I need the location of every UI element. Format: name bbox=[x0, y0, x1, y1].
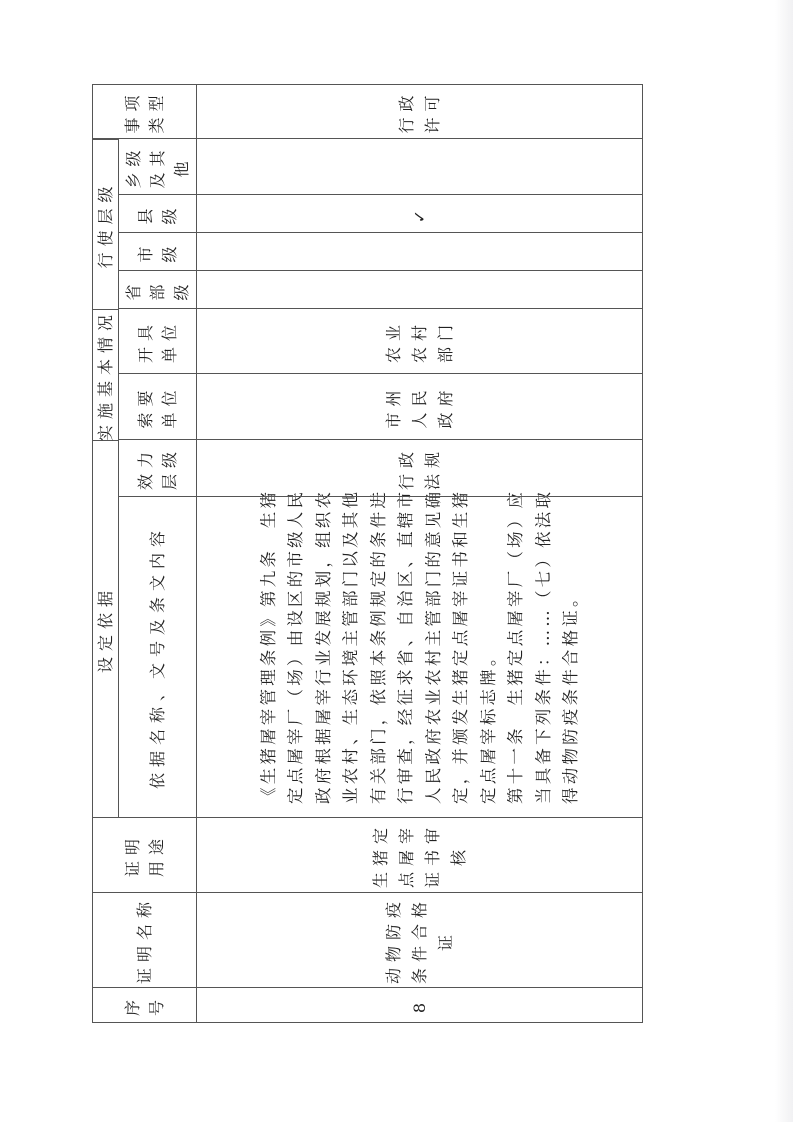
cell-basis-content-line: 定点屠宰标志牌。 bbox=[478, 646, 498, 804]
cell-cert-name-line: 证 bbox=[435, 929, 455, 952]
cell-seq-line: 8 bbox=[409, 996, 429, 1014]
header-cert-use-line: 证明 bbox=[122, 833, 142, 878]
header-cert-use bbox=[92, 817, 197, 893]
header-cert-use-line: 用途 bbox=[146, 833, 166, 878]
header-legal-level bbox=[118, 439, 197, 497]
cell-township bbox=[196, 138, 643, 195]
cell-basis-content-line: 《生猪屠宰管理条例》第九条 生猪 bbox=[258, 488, 278, 804]
cell-cert-use-line: 点屠宰 bbox=[396, 822, 416, 889]
cell-basis-content-line: 有关部门，依照本条例规定的条件进 bbox=[368, 488, 388, 804]
header-basis-content-line: 依据名称、文号及条文内容 bbox=[147, 525, 167, 790]
cell-basis-content-line: 当具备下列条件：……（七）依法取 bbox=[533, 488, 553, 804]
header-level-group: 行使层级 bbox=[92, 139, 119, 310]
header-cert-name bbox=[92, 892, 197, 988]
cell-cert-name-line: 条件合格 bbox=[409, 896, 429, 985]
cell-basis-content-line: 政府根据屠宰行业发展规划，组织农 bbox=[313, 488, 333, 804]
cell-province bbox=[196, 270, 643, 309]
cell-legal-level-line: 行政 bbox=[396, 446, 416, 491]
cell-basis-content-line: 定，并颁发生猪定点屠宰证书和生猪 bbox=[451, 488, 470, 804]
header-item-type-line: 事项 bbox=[122, 89, 142, 134]
scan-edge-shadow bbox=[775, 0, 793, 1122]
header-issue-unit-line: 单位 bbox=[159, 319, 179, 364]
cell-basis-content-line: 业农村、生态环境主管部门以及其他 bbox=[341, 488, 360, 804]
cell-cert-name-line: 动物防疫 bbox=[383, 896, 403, 985]
cell-basis-content-line: 定点屠宰厂（场）由设区的市级人民 bbox=[286, 488, 305, 804]
header-legal-level-line: 效力 bbox=[135, 446, 155, 491]
cell-basis-content-line: 得动物防疫条件合格证。 bbox=[561, 587, 580, 804]
cell-item-type bbox=[196, 84, 643, 139]
header-township-line: 乡级 bbox=[123, 144, 143, 189]
header-seq-line: 号 bbox=[146, 994, 166, 1017]
cell-cert-use-line: 生猪定 bbox=[370, 822, 390, 889]
cell-legal-level-line: 法规 bbox=[422, 446, 442, 491]
header-county-line: 级 bbox=[159, 202, 179, 225]
header-city bbox=[118, 232, 197, 271]
cell-basis-content-line: 人民政府农业农村主管部门的意见确 bbox=[423, 488, 443, 804]
cell-basis-content-line: 第十一条 生猪定点屠宰厂（场）应 bbox=[506, 488, 525, 804]
header-request-unit-line: 单位 bbox=[159, 384, 179, 429]
cell-issue-unit-line: 部门 bbox=[435, 319, 455, 364]
cell-legal-level bbox=[196, 439, 643, 497]
header-city-line: 市 bbox=[135, 240, 155, 263]
header-issue-unit bbox=[118, 308, 197, 374]
cell-request-unit-line: 市州 bbox=[383, 384, 403, 429]
header-legal-level-line: 层级 bbox=[159, 446, 179, 491]
header-county-line: 县 bbox=[135, 202, 155, 225]
cell-basis-content bbox=[196, 488, 643, 818]
header-item-type bbox=[92, 84, 197, 139]
cell-seq bbox=[196, 987, 643, 1023]
cell-cert-name bbox=[196, 892, 643, 988]
cell-request-unit-line: 人民 bbox=[409, 384, 429, 429]
cell-cert-use-line: 核 bbox=[448, 844, 468, 867]
header-township-line: 及其 bbox=[147, 144, 167, 189]
header-request-unit-line: 索要 bbox=[135, 384, 155, 429]
header-city-line: 级 bbox=[159, 240, 179, 263]
header-basis-content bbox=[118, 496, 197, 818]
header-basis-group: 设定依据 bbox=[92, 440, 119, 818]
cell-request-unit bbox=[196, 373, 643, 440]
cell-cert-use-line: 证书审 bbox=[422, 822, 442, 889]
cell-basis-content-line: 行审查，经征求省、自治区、直辖市 bbox=[396, 488, 415, 804]
header-province-line: 级 bbox=[171, 278, 191, 301]
cell-request-unit-line: 政府 bbox=[435, 384, 455, 429]
cell-county bbox=[196, 194, 643, 233]
header-request-unit bbox=[118, 373, 197, 440]
cell-cert-use bbox=[196, 817, 643, 893]
cell-city bbox=[196, 232, 643, 271]
cell-item-type-line: 许可 bbox=[422, 89, 442, 134]
cell-issue-unit-line: 农村 bbox=[409, 319, 429, 364]
header-seq-line: 序 bbox=[122, 994, 142, 1017]
header-seq bbox=[92, 987, 197, 1023]
header-province-line: 省 bbox=[123, 278, 143, 301]
header-county bbox=[118, 194, 197, 233]
header-impl-group: 实施基本情况 bbox=[92, 309, 119, 441]
cell-issue-unit bbox=[196, 308, 643, 374]
header-township-line: 他 bbox=[171, 155, 191, 178]
cell-issue-unit-line: 农业 bbox=[383, 319, 403, 364]
header-cert-name-line: 证明名称 bbox=[134, 896, 154, 985]
header-province-line: 部 bbox=[147, 278, 167, 301]
cell-item-type-line: 行政 bbox=[396, 89, 416, 134]
header-issue-unit-line: 开具 bbox=[135, 319, 155, 364]
header-province bbox=[118, 270, 197, 309]
certificate-table bbox=[92, 85, 643, 1023]
header-township bbox=[118, 138, 197, 195]
header-item-type-line: 类型 bbox=[146, 89, 166, 134]
cell-county-line: ✓ bbox=[409, 203, 429, 224]
